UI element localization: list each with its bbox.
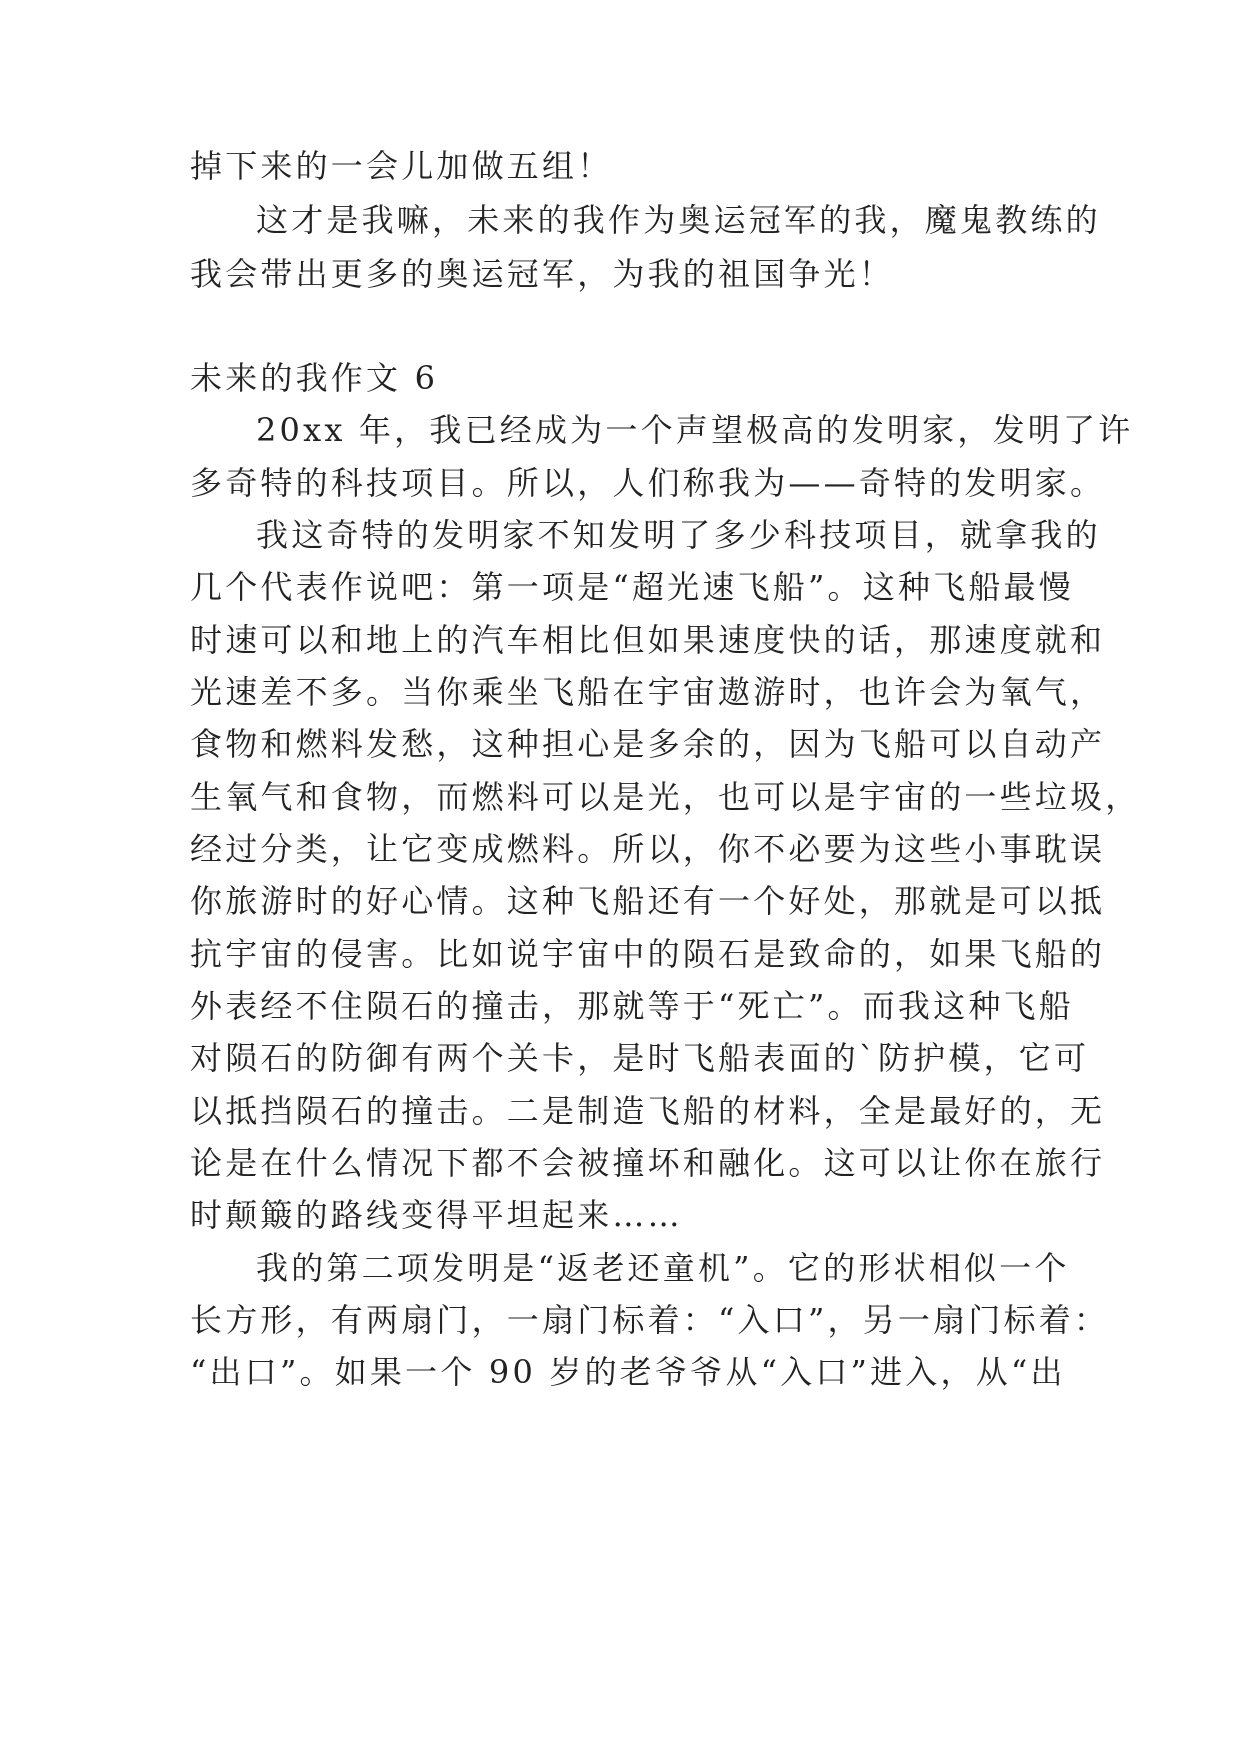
paragraph-line: 掉下来的一会儿加做五组！: [190, 147, 613, 185]
section-title: 未来的我作文 6: [190, 359, 439, 397]
paragraph-line: 对陨石的防御有两个关卡，是时飞船表面的`防护模，它可: [190, 1039, 1090, 1077]
paragraph-line: 这才是我嘛，未来的我作为奥运冠军的我，魔鬼教练的: [256, 201, 1101, 239]
paragraph-line: 时速可以和地上的汽车相比但如果速度快的话，那速度就和: [190, 621, 1106, 659]
paragraph-line: 长方形，有两扇门，一扇门标着：“入口”，另一扇门标着：: [190, 1301, 1110, 1339]
paragraph-line: 食物和燃料发愁，这种担心是多余的，因为飞船可以自动产: [190, 725, 1106, 763]
paragraph-line: 外表经不住陨石的撞击，那就等于“死亡”。而我这种飞船: [190, 987, 1074, 1025]
paragraph-line: 几个代表作说吧：第一项是“超光速飞船”。这种飞船最慢: [190, 568, 1074, 606]
paragraph-line: 经过分类，让它变成燃料。所以，你不必要为这些小事耽误: [190, 830, 1106, 868]
paragraph-line: 以抵挡陨石的撞击。二是制造飞船的材料，全是最好的，无: [190, 1092, 1106, 1130]
paragraph-line: 论是在什么情况下都不会被撞坏和融化。这可以让你在旅行: [190, 1144, 1106, 1182]
paragraph-line: 你旅游时的好心情。这种飞船还有一个好处，那就是可以抵: [190, 882, 1106, 920]
paragraph-line: 我的第二项发明是“返老还童机”。它的形状相似一个: [256, 1249, 1070, 1287]
paragraph-line: 抗宇宙的侵害。比如说宇宙中的陨石是致命的，如果飞船的: [190, 935, 1106, 973]
paragraph-line: 生氧气和食物，而燃料可以是光，也可以是宇宙的一些垃圾，: [190, 778, 1141, 816]
paragraph-line: 时颠簸的路线变得平坦起来……: [190, 1196, 683, 1234]
paragraph-line: 我会带出更多的奥运冠军，为我的祖国争光！: [190, 255, 895, 293]
paragraph-line: “出口”。如果一个 90 岁的老爷爷从“入口”进入，从“出: [190, 1353, 1066, 1391]
paragraph-line: 多奇特的科技项目。所以，人们称我为——奇特的发明家。: [190, 464, 1106, 502]
paragraph-line: 光速差不多。当你乘坐飞船在宇宙遨游时，也许会为氧气，: [190, 673, 1106, 711]
paragraph-line: 我这奇特的发明家不知发明了多少科技项目，就拿我的: [256, 516, 1101, 554]
paragraph-line: 20xx 年，我已经成为一个声望极高的发明家，发明了许: [256, 411, 1134, 449]
